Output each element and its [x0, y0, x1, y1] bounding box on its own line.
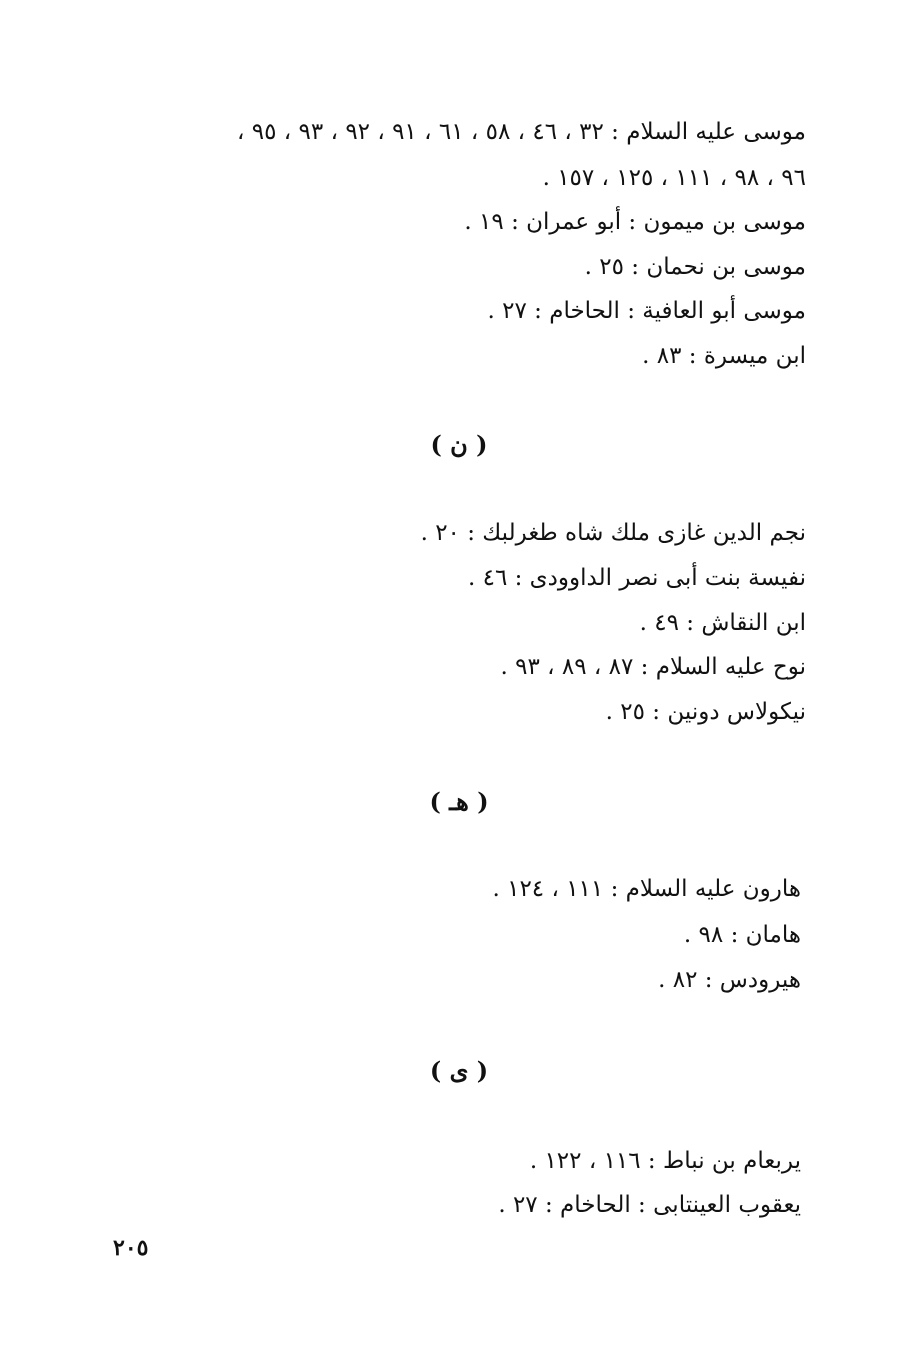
index-entry-musa-ibn-maymun: موسى بن ميمون : أبو عمران : ١٩ .	[464, 209, 806, 235]
index-entry-nicholas-donin: نيكولاس دونين : ٢٥ .	[605, 699, 806, 725]
index-entry-ibn-maysara: ابن ميسرة : ٨٣ .	[642, 343, 806, 369]
index-entry-yarobam: يربعام بن نباط : ١١٦ ، ١٢٢ .	[529, 1148, 801, 1174]
page-number: ٢٠٥	[113, 1235, 149, 1261]
index-entry-ibn-al-naqqash: ابن النقاش : ٤٩ .	[639, 610, 806, 636]
index-entry-musa-abu-al-afiya: موسى أبو العافية : الحاخام : ٢٧ .	[487, 298, 806, 324]
index-entry-yaqub-al-aintabi: يعقوب العينتابى : الحاخام : ٢٧ .	[498, 1192, 801, 1218]
index-entry-nuh: نوح عليه السلام : ٨٧ ، ٨٩ ، ٩٣ .	[500, 654, 806, 680]
index-entry-herodes: هيرودس : ٨٢ .	[658, 967, 801, 993]
section-heading-nun: ( ن )	[430, 430, 488, 459]
section-heading-ya: ( ى )	[429, 1056, 489, 1085]
index-entry-harun: هارون عليه السلام : ١١١ ، ١٢٤ .	[492, 876, 801, 902]
index-entry-haman: هامان : ٩٨ .	[683, 922, 801, 948]
section-heading-ha: ( هـ )	[429, 787, 489, 816]
index-entry-musa-ibn-nahman: موسى بن نحمان : ٢٥ .	[584, 254, 806, 280]
index-entry-musa: موسى عليه السلام : ٣٢ ، ٤٦ ، ٥٨ ، ٦١ ، ٩١ ، ٩٢ ، ٩٣ ، ٩٥ ،	[237, 119, 806, 145]
index-entry-nafisa: نفيسة بنت أبى نصر الداوودى : ٤٦ .	[467, 565, 806, 591]
index-entry-musa-continued: ٩٦ ، ٩٨ ، ١١١ ، ١٢٥ ، ١٥٧ .	[542, 165, 806, 191]
index-entry-najm-al-din: نجم الدين غازى ملك شاه طغرلبك : ٢٠ .	[420, 520, 806, 546]
